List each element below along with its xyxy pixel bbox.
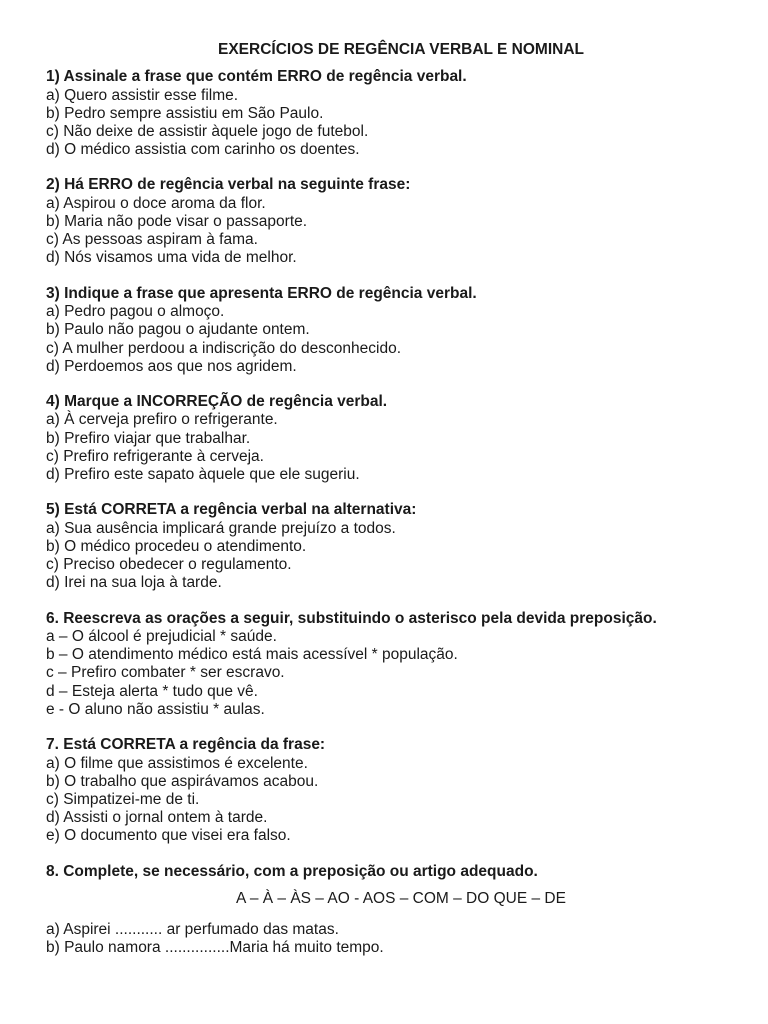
question-4-header: 4) Marque a INCORREÇÃO de regência verbal. (46, 392, 388, 410)
question-3-header: 3) Indique a frase que apresenta ERRO de regência verbal. (46, 284, 477, 302)
question-5-option: a) Sua ausência implicará grande prejuízo a todos. (46, 519, 396, 537)
question-2-option: d) Nós visamos uma vida de melhor. (46, 249, 297, 267)
question-4-option: d) Prefiro este sapato àquele que ele sugeriu. (46, 466, 360, 484)
exercise-page (46, 40, 736, 975)
question-5-option: b) O médico procedeu o atendimento. (46, 537, 307, 555)
question-5-option: c) Preciso obedecer o regulamento. (46, 556, 292, 574)
question-5-option: d) Irei na sua loja à tarde. (46, 574, 222, 592)
question-2-option: a) Aspirou o doce aroma da flor. (46, 194, 266, 212)
question-1-option: c) Não deixe de assistir àquele jogo de futebol. (46, 122, 369, 140)
question-8-header: 8. Complete, se necessário, com a preposição ou artigo adequado. (46, 862, 538, 880)
question-5-header: 5) Está CORRETA a regência verbal na alternativa: (46, 501, 417, 519)
question-3-option: d) Perdoemos aos que nos agridem. (46, 357, 297, 375)
question-1 (46, 68, 736, 159)
question-2-option: c) As pessoas aspiram à fama. (46, 231, 258, 249)
question-7-option: c) Simpatizei-me de ti. (46, 790, 200, 808)
question-4 (46, 393, 736, 484)
question-3-option: c) A mulher perdoou a indiscrição do desconhecido. (46, 339, 401, 357)
question-7-option: a) O filme que assistimos é excelente. (46, 754, 308, 772)
question-4-option: c) Prefiro refrigerante à cerveja. (46, 447, 264, 465)
question-6-option: d – Esteja alerta * tudo que vê. (46, 682, 258, 700)
question-6-header: 6. Reescreva as orações a seguir, substituindo o asterisco pela devida preposição. (46, 609, 657, 627)
question-list (46, 68, 736, 846)
page-title: EXERCÍCIOS DE REGÊNCIA VERBAL E NOMINAL (217, 41, 584, 58)
question-1-option: d) O médico assistia com carinho os doentes. (46, 141, 360, 159)
question-7-header: 7. Está CORRETA a regência da frase: (46, 736, 326, 754)
question-3 (46, 285, 736, 376)
question-4-option: a) À cerveja prefiro o refrigerante. (46, 411, 278, 429)
question-6-option: e - O aluno não assistiu * aulas. (46, 700, 265, 718)
question-6 (46, 610, 736, 720)
question-5 (46, 501, 736, 592)
question-7 (46, 736, 736, 846)
question-3-option: a) Pedro pagou o almoço. (46, 303, 225, 321)
question-7-option: d) Assisti o jornal ontem à tarde. (46, 809, 268, 827)
preposition-choices: A – À – ÀS – AO - AOS – COM – DO QUE – DE (236, 890, 566, 908)
question-6-option: a – O álcool é prejudicial * saúde. (46, 628, 277, 646)
question-7-option: b) O trabalho que aspirávamos acabou. (46, 772, 319, 790)
question-4-option: b) Prefiro viajar que trabalhar. (46, 429, 251, 447)
question-7-option: e) O documento que visei era falso. (46, 827, 291, 845)
question-1-option: b) Pedro sempre assistiu em São Paulo. (46, 104, 324, 122)
question-6-option: b – O atendimento médico está mais acessível * população. (46, 646, 458, 664)
question-2 (46, 176, 736, 267)
question-8-option: b) Paulo namora ...............Maria há muito tempo. (46, 939, 384, 957)
question-2-header: 2) Há ERRO de regência verbal na seguinte frase: (46, 176, 411, 194)
question-3-option: b) Paulo não pagou o ajudante ontem. (46, 321, 310, 339)
question-1-option: a) Quero assistir esse filme. (46, 86, 239, 104)
question-1-header: 1) Assinale a frase que contém ERRO de regência verbal. (46, 68, 467, 85)
question-6-option: c – Prefiro combater * ser escravo. (46, 664, 285, 682)
question-8 (46, 863, 736, 958)
question-8-option: a) Aspirei ........... ar perfumado das matas. (46, 921, 339, 939)
question-2-option: b) Maria não pode visar o passaporte. (46, 213, 308, 231)
